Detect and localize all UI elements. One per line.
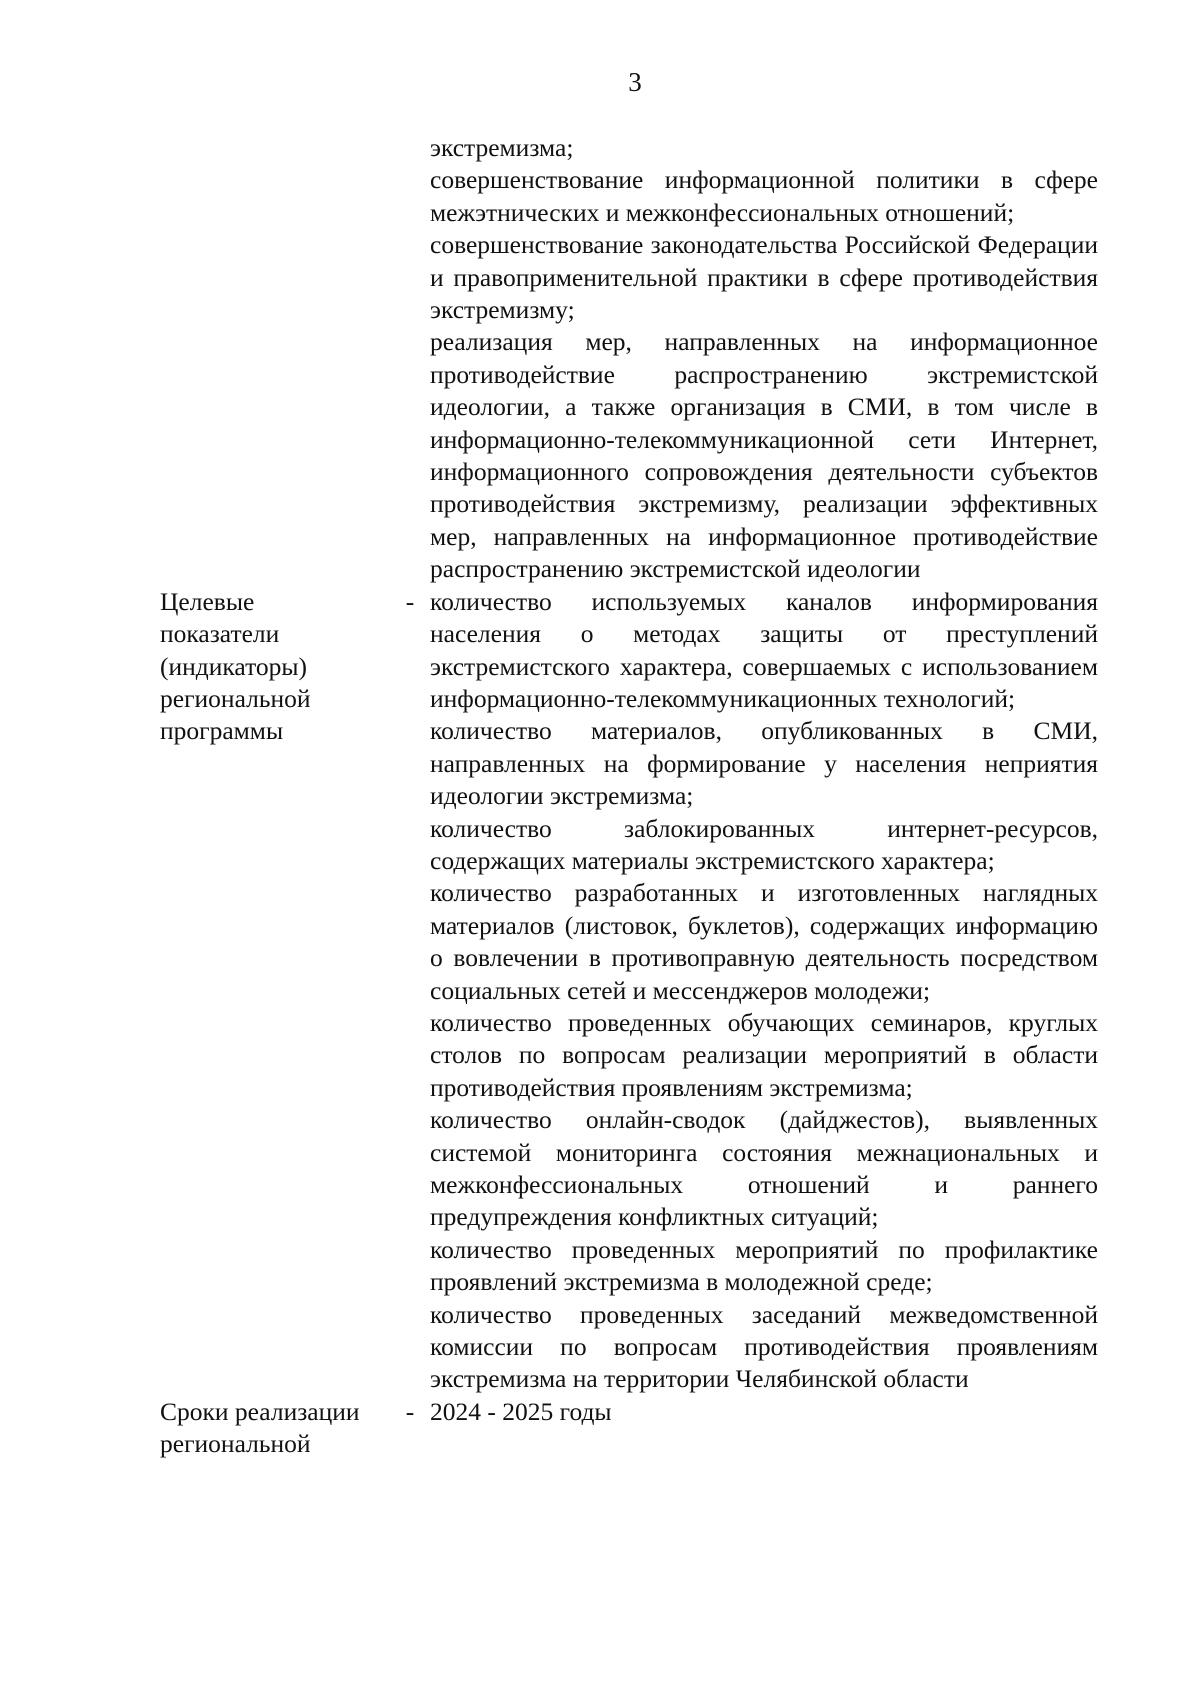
label-line: показатели bbox=[160, 619, 280, 649]
list-item: количество материалов, опубликованных в СМИ, направленных на формирование у населения неприятия идеологии экстремизма; bbox=[430, 716, 1098, 811]
label-line: Целевые bbox=[160, 586, 255, 616]
list-item: экстремизма; bbox=[430, 133, 574, 162]
label-line: региональной bbox=[160, 683, 311, 713]
label-line: программы bbox=[160, 716, 284, 746]
indicators-text bbox=[430, 586, 1098, 1396]
timeline-row bbox=[160, 1396, 1100, 1461]
list-item: количество проведенных обучающих семинаров, круглых столов по вопросам реализации мероприятий в области противодействия проявлениям экстремизма; bbox=[430, 1007, 1098, 1102]
timeline-value: 2024 - 2025 годы bbox=[430, 1396, 612, 1426]
list-item: количество разработанных и изготовленных наглядных материалов (листовок, буклетов), содержащих информацию о вовлечении в противоправную деятельность посредством социальных сетей и мессенджеров молодежи; bbox=[430, 878, 1098, 1005]
list-item: количество заблокированных интернет-ресурсов, содержащих материалы экстремистского характера; bbox=[430, 813, 1098, 875]
indicators-label bbox=[160, 586, 390, 748]
timeline-text bbox=[430, 1396, 1098, 1428]
label-line: (индикаторы) bbox=[160, 651, 307, 681]
timeline-label bbox=[160, 1396, 390, 1461]
list-item: количество проведенных мероприятий по профилактике проявлений экстремизма в молодежной среде; bbox=[430, 1234, 1098, 1297]
page-number: 3 bbox=[628, 67, 642, 97]
list-item: совершенствование информационной политики в сфере межэтнических и межконфессиональных отношений; bbox=[430, 165, 1098, 227]
continuation-row bbox=[160, 132, 1100, 586]
indicators-dash: - bbox=[405, 586, 415, 616]
list-item: реализация мер, направленных на информационное противодействие распространению экстремистской идеологии, а также организация в СМИ, в том числе в информационно-телекоммуникационной сети Интернет, информационного сопровождения деятельности субъектов противодействия экстремизму, реализации эффективных мер, направленных на информационное противодействие распространению экстремистской идеологии bbox=[430, 327, 1098, 584]
list-item: количество используемых каналов информирования населения о методах защиты от преступлений экстремистского характера, совершаемых с использованием информационно-телекоммуникационных технологий; bbox=[430, 586, 1098, 713]
timeline-dash: - bbox=[405, 1396, 415, 1426]
document-body bbox=[160, 132, 1100, 1461]
list-item: количество проведенных заседаний межведомственной комиссии по вопросам противодействия проявлениям экстремизма на территории Челябинской области bbox=[430, 1299, 1098, 1394]
list-item: количество онлайн-сводок (дайджестов), выявленных системой мониторинга состояния межнациональных и межконфессиональных отношений и раннего предупреждения конфликтных ситуаций; bbox=[430, 1105, 1098, 1232]
indicators-row bbox=[160, 586, 1100, 1396]
label-line: Сроки реализации bbox=[160, 1396, 360, 1426]
continuation-text bbox=[430, 132, 1098, 586]
list-item: совершенствование законодательства Российской Федерации и правоприменительной практики в сфере противодействия экстремизму; bbox=[430, 230, 1098, 325]
label-line: региональной bbox=[160, 1429, 311, 1459]
